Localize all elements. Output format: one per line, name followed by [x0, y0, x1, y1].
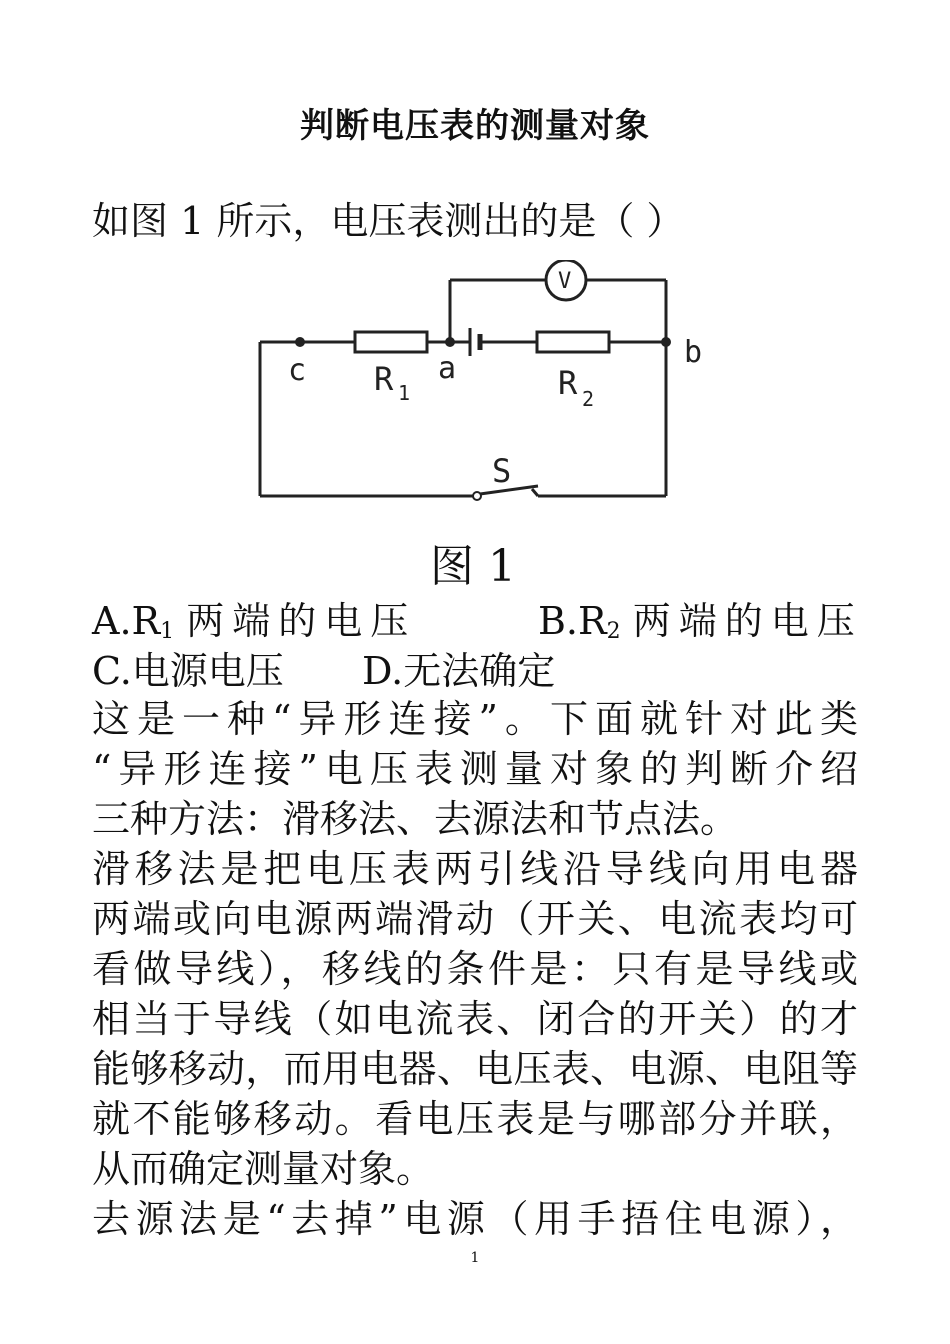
label-r1: R	[374, 360, 394, 398]
option-a-prefix: A.R	[92, 599, 161, 643]
label-r2-sub: 2	[582, 387, 595, 411]
body-line: 从而确定测量对象。	[92, 1147, 435, 1191]
label-b: b	[684, 335, 703, 370]
option-b	[538, 598, 863, 655]
body-line: 相当于导线（如电流表、闭合的开关）的才	[92, 997, 858, 1041]
label-r2: R	[558, 364, 578, 402]
resistor-r2	[537, 332, 609, 352]
option-b-prefix: B.R	[538, 599, 607, 643]
figure-caption: 图 1	[430, 541, 516, 592]
option-a-sub: 1	[160, 619, 175, 644]
body-line: “异形连接”电压表测量对象的判断介绍	[92, 747, 858, 791]
resistor-r1	[355, 332, 427, 352]
label-a: a	[438, 351, 457, 386]
label-c: c	[288, 353, 307, 388]
circuit-diagram	[240, 260, 710, 510]
body-line: 两端或向电源两端滑动（开关、电流表均可	[92, 897, 858, 941]
voltmeter-label: V	[558, 269, 572, 294]
option-b-sub: 2	[606, 619, 621, 644]
label-r1-sub: 1	[398, 381, 411, 405]
node-a-dot	[445, 337, 455, 347]
option-d: D.无法确定	[362, 649, 556, 693]
label-s: S	[492, 452, 512, 490]
question-text: 如图 1 所示，电压表测出的是（ ）	[92, 199, 685, 243]
body-line: 看做导线），移线的条件是：只有是导线或	[92, 947, 858, 991]
option-c: C.电源电压	[92, 649, 284, 693]
node-b-dot	[661, 337, 671, 347]
body-line: 三种方法：滑移法、去源法和节点法。	[92, 797, 739, 841]
option-b-text: 两端的电压	[632, 599, 863, 643]
body-line: 能够移动，而用电器、电压表、电源、电阻等	[92, 1047, 858, 1091]
switch-contact	[532, 489, 538, 496]
switch-pivot	[473, 492, 481, 500]
body-line: 就不能够移动。看电压表是与哪部分并联，	[92, 1097, 858, 1141]
body-line: 去源法是“去掉”电源（用手捂住电源），	[92, 1197, 858, 1241]
option-a	[92, 598, 416, 655]
page-title: 判断电压表的测量对象	[300, 106, 650, 146]
node-c-dot	[295, 337, 305, 347]
option-a-text: 两端的电压	[186, 599, 417, 643]
page-number: 1	[470, 1250, 480, 1266]
body-line: 这是一种“异形连接”。下面就针对此类	[92, 697, 858, 741]
body-line: 滑移法是把电压表两引线沿导线向用电器	[92, 847, 858, 891]
